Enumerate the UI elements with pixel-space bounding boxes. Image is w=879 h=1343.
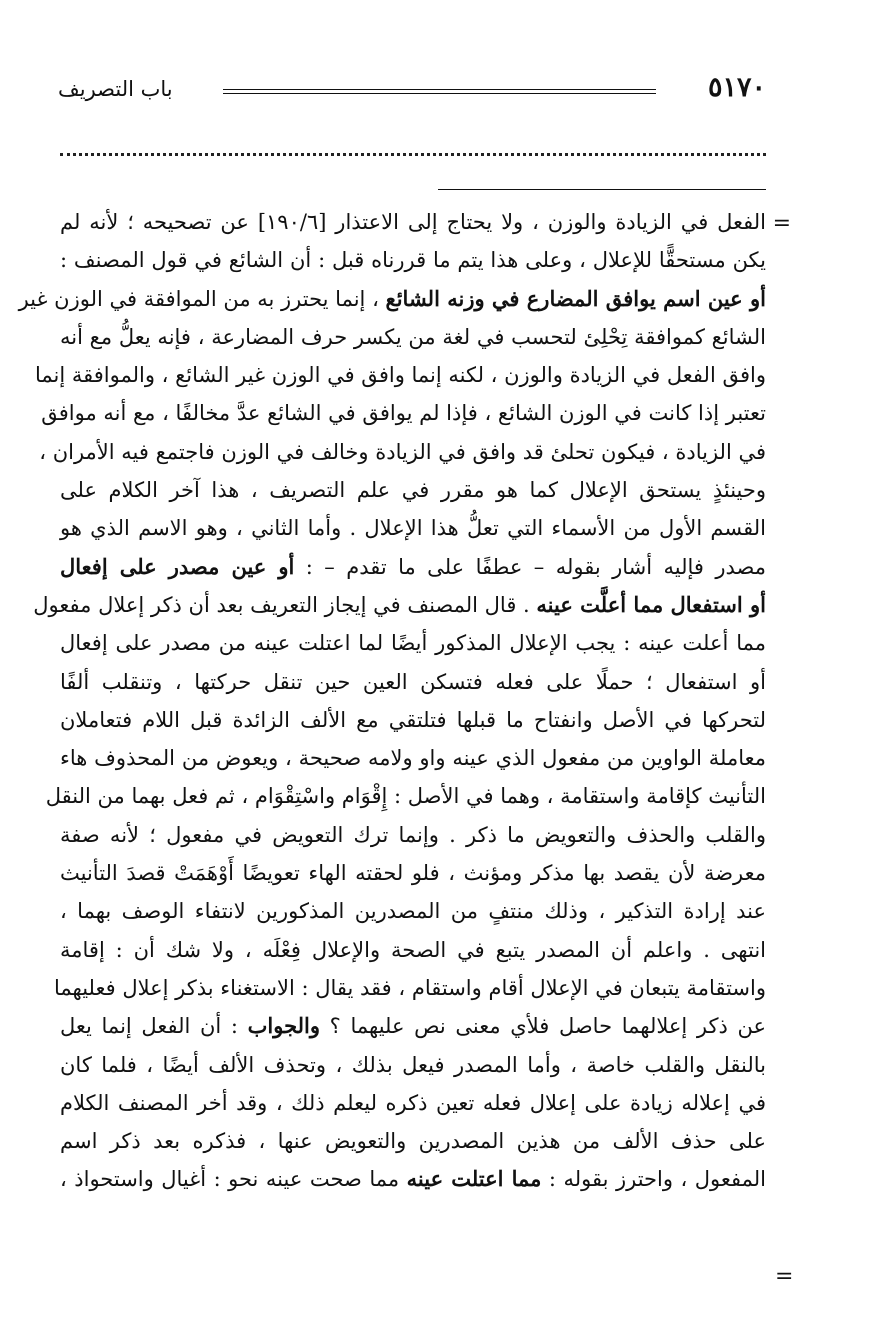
text-line: انتهى . واعلم أن المصدر يتبع في الصحة والإعلال فِعْلَه ، ولا شك أن : إقامة xyxy=(60,937,766,962)
continuation-marker-top: = xyxy=(772,211,791,236)
text-line: في الزيادة ، فيكون تحلئ قد وافق في الزيادة وخالف في الوزن فاجتمع فيه الأمران ، xyxy=(39,439,766,464)
text-line: التأنيث كإقامة واستقامة ، وهما في الأصل : إِقْوَام واسْتِقْوَام ، ثم فعل بهما من النقل xyxy=(45,784,766,809)
page-number: ٥١٧٠ xyxy=(707,72,766,103)
text-line: بالنقل والقلب خاصة ، وأما المصدر فيعل بذلك ، وتحذف الألف أيضًا ، فلما كان xyxy=(60,1052,766,1077)
page-header xyxy=(58,70,766,110)
bold-phrase: والجواب xyxy=(247,1013,321,1039)
chapter-title: باب التصريف xyxy=(58,77,173,101)
text-line: أو عين اسم يوافق المضارع في وزنه الشائع ، إنما يحترز به من الموافقة في الوزن غير xyxy=(18,285,766,311)
dotted-separator xyxy=(60,153,766,156)
text-line: الفعل في الزيادة والوزن ، ولا يحتاج إلى الاعتذار [١٩٠/٦] عن تصحيحه ؛ لأنه لم xyxy=(60,210,767,234)
footnote-body xyxy=(18,203,767,1199)
text-line: والقلب والحذف والتعويض ما ذكر . وإنما ترك التعويض في مفعول ؛ لأنه صفة xyxy=(60,822,766,847)
text-line: وافق الفعل في الزيادة والوزن ، لكنه إنما وافق في الوزن غير الشائع ، والموافقة إنما xyxy=(34,363,766,388)
text-line: أو استفعال ؛ حملًا على فعله فتسكن العين حين تنقل حركتها ، وتنقلب ألفًا xyxy=(60,669,766,694)
text-line: وحينئذٍ يستحق الإعلال كما هو مقرر في علم التصريف ، هذا آخر الكلام على xyxy=(60,478,766,503)
text-line: في إعلاله زيادة على إعلال فعله تعين ذكره ليعلم ذلك ، وقد أخر المصنف الكلام xyxy=(60,1090,766,1115)
text-line: معرضة لأن يقصد بها مذكر ومؤنث ، فلو لحقته الهاء تعويضًا أَوْهَمَتْ قصدَ التأنيث xyxy=(60,861,766,886)
continuation-marker-bottom: = xyxy=(775,1264,794,1289)
text-line: القسم الأول من الأسماء التي تعلُّ هذا الإعلال . وأما الثاني ، وهو الاسم الذي هو xyxy=(60,516,766,541)
text-line: أو استفعال مما أعلَّت عينه . قال المصنف في إيجاز التعريف بعد أن ذكر إعلال مفعول xyxy=(33,591,766,617)
text-line: تعتبر إذا كانت في الوزن الشائع ، فإذا لم يوافق في الشائع عدَّ مخالفًا ، مع أنه موافق xyxy=(41,401,766,426)
bold-phrase: أو استفعال مما أعلَّت عينه xyxy=(536,591,766,617)
bold-phrase: أو عين مصدر على إفعال xyxy=(60,553,295,579)
footnote-rule xyxy=(438,189,766,190)
text-line: يكن مستحقًّا للإعلال ، وعلى هذا يتم ما قررناه قبل : أن الشائع في قول المصنف : xyxy=(60,248,766,273)
text-line: عن ذكر إعلالهما حاصل فلأي معنى نص عليهما ؟ والجواب : أن الفعل إنما يعل xyxy=(60,1013,767,1039)
text-line: لتحركها في الأصل وانفتاح ما قبلها فتلتقي مع الألف الزائدة قبل اللام فتعاملان xyxy=(60,707,766,732)
text-line: معاملة الواوين من مفعول الذي عينه واو ولامه صحيحة ، ويعوض من المحذوف هاء xyxy=(60,746,766,771)
bold-phrase: مما اعتلت عينه xyxy=(406,1166,542,1192)
text-line: عند إرادة التذكير ، وذلك منتفٍ من المصدرين المذكورين لانتفاء الوصف بهما ، xyxy=(60,899,766,924)
text-line: المفعول ، واحترز بقوله : مما اعتلت عينه مما صحت عينه نحو : أغيال واستحواذ ، xyxy=(60,1166,766,1192)
text-line: الشائع كموافقة تِحْلِئ لتحسب في لغة من يكسر حرف المضارعة ، فإنه يعلُّ مع أنه xyxy=(60,324,766,349)
bold-phrase: أو عين اسم يوافق المضارع في وزنه الشائع xyxy=(385,285,766,311)
text-line: على حذف الألف من هذين المصدرين والتعويض عنها ، فذكره بعد ذكر اسم xyxy=(60,1129,766,1154)
text-line: مصدر فإليه أشار بقوله – عطفًا على ما تقدم – : أو عين مصدر على إفعال xyxy=(60,553,766,579)
text-line: واستقامة يتبعان في الإعلال أقام واستقام ، فقد يقال : الاستغناء بذكر إعلال فعليهما xyxy=(54,975,766,1000)
text-line: مما أعلت عينه : يجب الإعلال المذكور أيضًا لما اعتلت عينه من مصدر على إفعال xyxy=(60,631,766,656)
header-rule xyxy=(223,89,656,90)
